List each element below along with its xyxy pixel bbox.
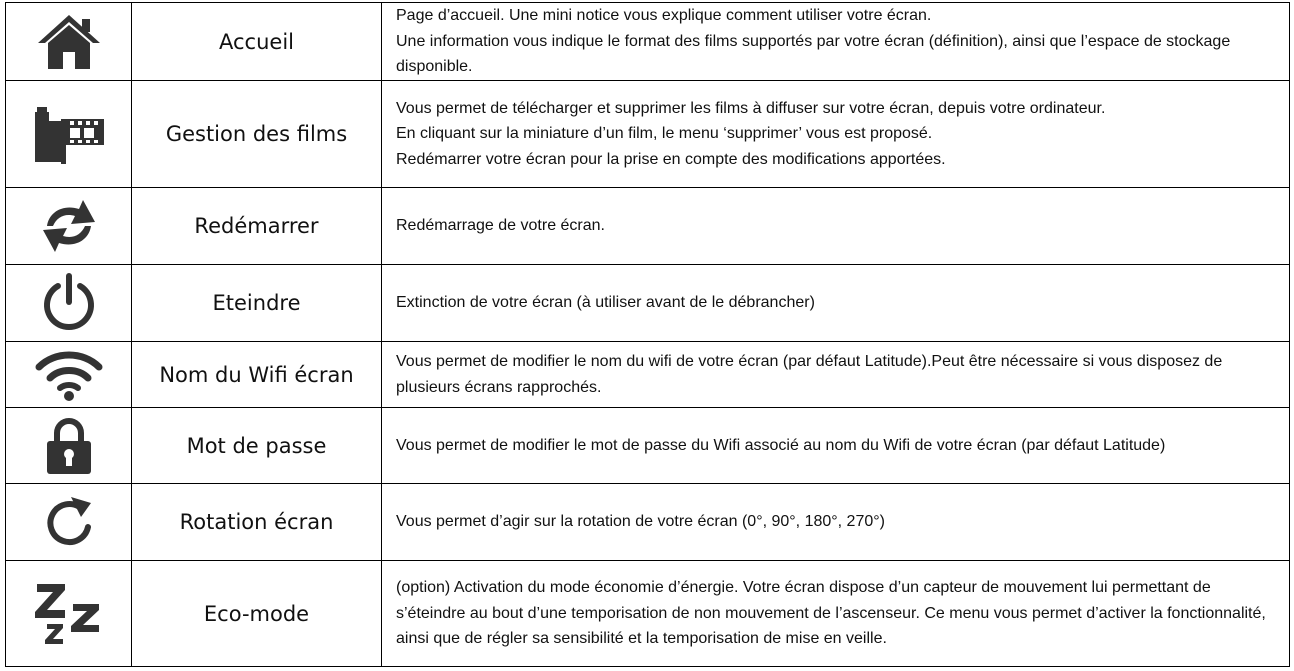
row-description (382, 561, 1290, 667)
description-line: Vous permet d’agir sur la rotation de votre écran (0°, 90°, 180°, 270°) (396, 513, 885, 531)
table-row (6, 408, 1290, 484)
description-line: Vous permet de modifier le mot de passe du Wifi associé au nom du Wifi de votre écran (par défaut Latitude) (396, 436, 1166, 454)
description-line: Vous permet de modifier le nom du wifi de votre écran (par défaut Latitude).Peut être nécessaire si vous disposez de plusieurs écrans rapprochés. (396, 353, 1223, 396)
table-row (6, 484, 1290, 561)
row-label: Rotation écran (132, 484, 382, 561)
row-label: Eteindre (132, 265, 382, 342)
table-row (6, 342, 1290, 408)
row-label: Accueil (132, 3, 382, 81)
row-description (382, 81, 1290, 188)
description-line: Redémarrer votre écran pour la prise en compte des modifications apportées. (396, 150, 946, 168)
table-row (6, 81, 1290, 188)
row-label: Mot de passe (132, 408, 382, 484)
description-line: Une information vous indique le format des films supportés par votre écran (définition), ainsi que l’espace de stockage disponible. (396, 32, 1231, 76)
description-line: Redémarrage de votre écran. (396, 217, 605, 235)
row-description (382, 265, 1290, 342)
film-roll-icon (33, 103, 105, 165)
description-line: Extinction de votre écran (à utiliser avant de le débrancher) (396, 294, 815, 312)
table-row (6, 265, 1290, 342)
table-row (6, 3, 1290, 81)
table-row (6, 188, 1290, 265)
row-description (382, 342, 1290, 408)
restart-arrows-icon (39, 196, 99, 256)
description-line: En cliquant sur la miniature d’un film, le menu ‘supprimer’ vous est proposé. (396, 125, 933, 143)
description-line: Vous permet de télécharger et supprimer les films à diffuser sur votre écran, depuis votre ordinateur. (396, 99, 1106, 117)
table-row (6, 561, 1290, 667)
row-label: Gestion des films (132, 81, 382, 188)
row-description (382, 3, 1290, 81)
lock-icon (44, 416, 94, 476)
row-label: Redémarrer (132, 188, 382, 265)
row-description (382, 188, 1290, 265)
sleep-zzz-icon (33, 578, 105, 650)
home-icon (36, 13, 102, 71)
description-line: Page d’accueil. Une mini notice vous explique comment utiliser votre écran. (396, 7, 932, 25)
row-description (382, 484, 1290, 561)
row-description (382, 408, 1290, 484)
row-label: Nom du Wifi écran (132, 342, 382, 408)
menu-reference-table (5, 2, 1290, 667)
description-line: (option) Activation du mode économie d’énergie. Votre écran dispose d’un capteur de mouvement lui permettant de s’éteindre au bout d’une temporisation de non mouvement de l’ascenseur. Ce menu vous permet d’activer la fonctionnalité, ainsi que de régler sa sensibilité et la temporisation de mise en veille. (396, 579, 1266, 648)
rotate-icon (41, 493, 97, 551)
wifi-icon (33, 347, 105, 403)
row-label: Eco-mode (132, 561, 382, 667)
power-icon (41, 272, 97, 334)
